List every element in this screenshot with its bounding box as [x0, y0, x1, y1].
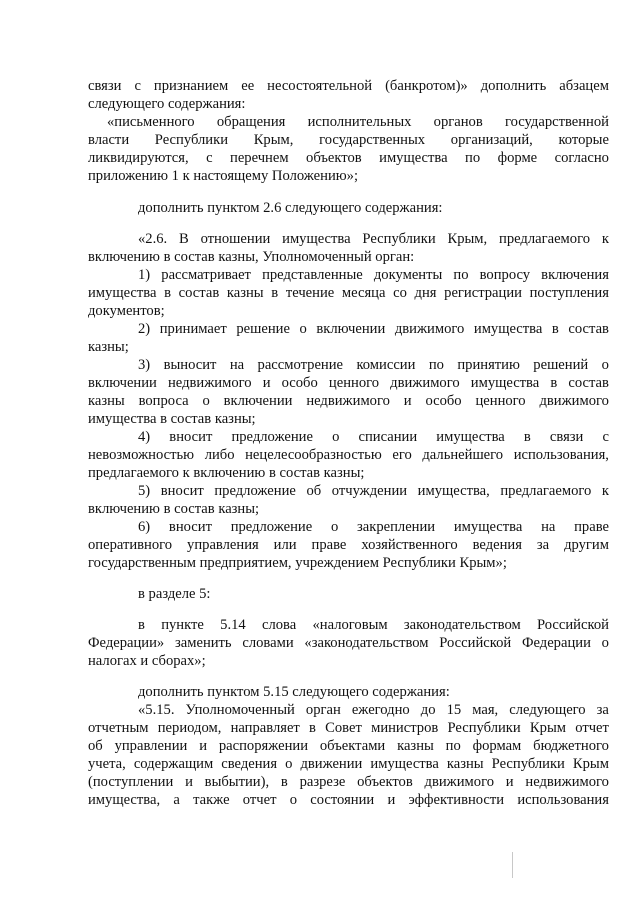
text-line: дополнить пунктом 2.6 следующего содержания: [138, 200, 443, 216]
text-line: власти Республики Крым, государственных организаций, которые [88, 132, 609, 148]
text-line: предлагаемого к включению в состав казны; [88, 465, 365, 481]
text-line: ликвидируются, с перечнем объектов имущества по форме согласно [88, 150, 609, 166]
text-line: 1) рассматривает представленные документы по вопросу включения [138, 267, 609, 283]
text-line: «2.6. В отношении имущества Республики Крым, предлагаемого к [138, 231, 609, 247]
text-line: 3) выносит на рассмотрение комиссии по принятию решений о [138, 357, 609, 373]
text-line: Федерации» заменить словами «законодательством Российской Федерации о [88, 635, 609, 651]
text-line: приложению 1 к настоящему Положению»; [88, 168, 359, 184]
text-line: «письменного обращения исполнительных органов государственной [107, 114, 609, 130]
text-line: «5.15. Уполномоченный орган ежегодно до 15 мая, следующего за [138, 702, 609, 718]
text-line: имущества в состав казны; [88, 411, 256, 427]
text-line: об управлении и распоряжении объектами казны по формам бюджетного [88, 738, 609, 754]
text-line: связи с признанием ее несостоятельной (банкротом)» дополнить абзацем [88, 78, 609, 94]
text-line: включению в состав казны; [88, 501, 260, 517]
text-line: 2) принимает решение о включении движимого имущества в состав [138, 321, 609, 337]
text-line: дополнить пунктом 5.15 следующего содержания: [138, 684, 450, 700]
text-line: невозможностью либо нецелесообразностью его дальнейшего использования, [88, 447, 609, 463]
text-line: 6) вносит предложение о закреплении имущества на праве [138, 519, 609, 535]
text-line: в разделе 5: [138, 586, 211, 602]
text-line: государственным предприятием, учреждением Республики Крым»; [88, 555, 507, 571]
text-line: следующего содержания: [88, 96, 246, 112]
text-line: оперативного управления или праве хозяйственного ведения за другим [88, 537, 609, 553]
text-line: документов; [88, 303, 165, 319]
text-line: включению в состав казны, Уполномоченный орган: [88, 249, 415, 265]
scan-mark [512, 852, 513, 878]
text-line: учета, содержащим сведения о движении имущества казны Республики Крым [88, 756, 609, 772]
text-line: имущества, а также отчет о состоянии и эффективности использования [88, 792, 609, 808]
text-line: имущества в состав казны в течение месяца со дня регистрации поступления [88, 285, 609, 301]
text-line: 4) вносит предложение о списании имущества в связи с [138, 429, 609, 445]
text-line: отчетным периодом, направляет в Совет министров Республики Крым отчет [88, 720, 609, 736]
text-line: включении недвижимого и особо ценного движимого имущества в состав [88, 375, 609, 391]
text-line: в пункте 5.14 слова «налоговым законодательством Российской [138, 617, 609, 633]
text-line: налогах и сборах»; [88, 653, 206, 669]
text-line: (поступлении и выбытии), в разрезе объектов движимого и недвижимого [88, 774, 609, 790]
text-line: казны; [88, 339, 129, 355]
text-line: казны вопроса о включении недвижимого и особо ценного движимого [88, 393, 609, 409]
text-line: 5) вносит предложение об отчуждении имущества, предлагаемого к [138, 483, 609, 499]
